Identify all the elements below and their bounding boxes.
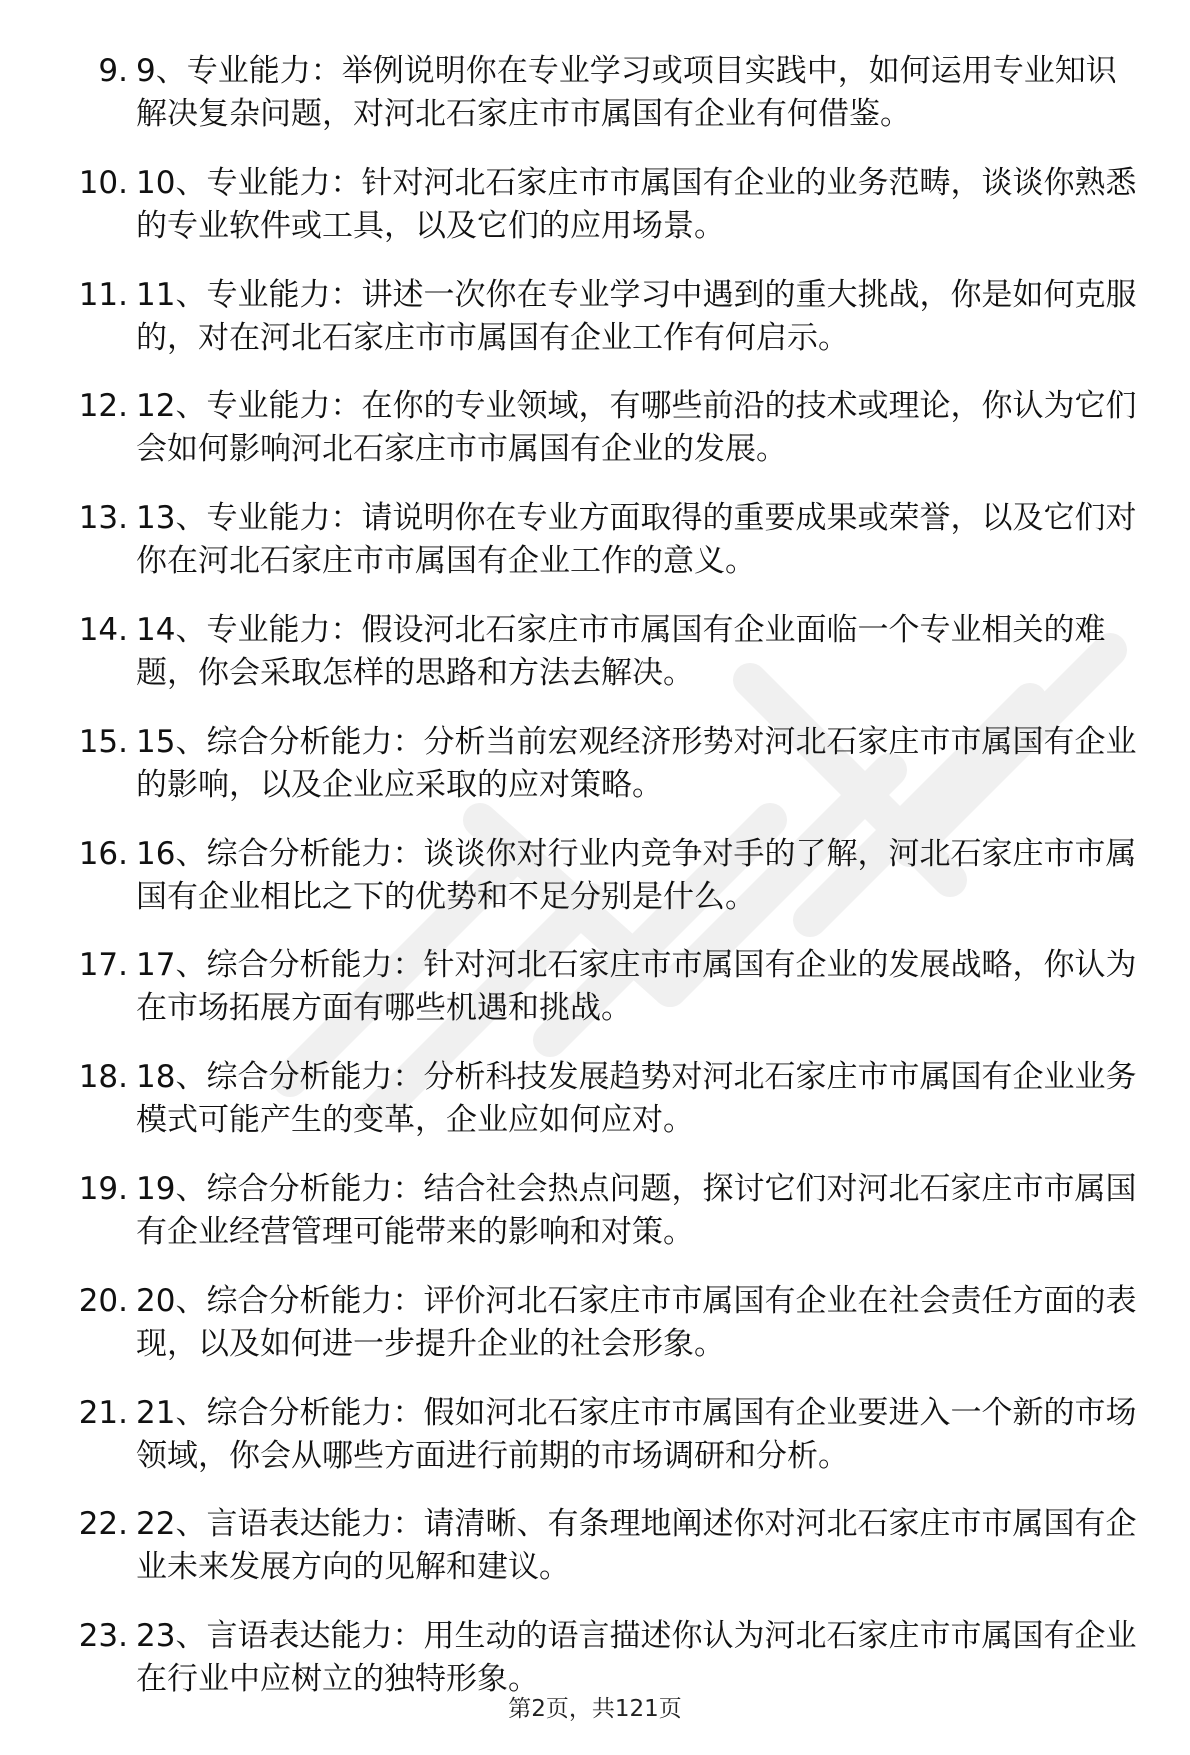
question-number: 18. bbox=[78, 1059, 128, 1096]
question-item bbox=[60, 1168, 1160, 1254]
question-number: 10. bbox=[78, 164, 128, 201]
question-item bbox=[60, 944, 1160, 1030]
question-item bbox=[60, 497, 1160, 583]
question-text: 12、专业能力：在你的专业领域，有哪些前沿的技术或理论，你认为它们会如何影响河北石家庄市市属国有企业的发展。 bbox=[136, 388, 1137, 468]
question-number: 22. bbox=[78, 1506, 128, 1543]
question-item bbox=[60, 1056, 1160, 1142]
question-number: 16. bbox=[78, 835, 128, 872]
question-list bbox=[60, 50, 1160, 1727]
question-text: 14、专业能力：假设河北石家庄市市属国有企业面临一个专业相关的难题，你会采取怎样的思路和方法去解决。 bbox=[136, 611, 1106, 691]
question-text: 21、综合分析能力：假如河北石家庄市市属国有企业要进入一个新的市场领域，你会从哪些方面进行前期的市场调研和分析。 bbox=[136, 1394, 1137, 1474]
question-number: 14. bbox=[78, 611, 128, 648]
page-number-footer: 第2页，共121页 bbox=[508, 1696, 682, 1722]
question-text: 18、综合分析能力：分析科技发展趋势对河北石家庄市市属国有企业业务模式可能产生的变革，企业应如何应对。 bbox=[136, 1059, 1137, 1139]
question-number: 21. bbox=[78, 1394, 128, 1431]
question-item bbox=[60, 50, 1160, 136]
question-text: 17、综合分析能力：针对河北石家庄市市属国有企业的发展战略，你认为在市场拓展方面有哪些机遇和挑战。 bbox=[136, 947, 1137, 1027]
question-text: 13、专业能力：请说明你在专业方面取得的重要成果或荣誉，以及它们对你在河北石家庄市市属国有企业工作的意义。 bbox=[136, 500, 1137, 580]
question-item bbox=[60, 833, 1160, 919]
question-text: 15、综合分析能力：分析当前宏观经济形势对河北石家庄市市属国有企业的影响，以及企业应采取的应对策略。 bbox=[136, 723, 1137, 803]
question-item bbox=[60, 274, 1160, 360]
question-item bbox=[60, 1503, 1160, 1589]
question-text: 20、综合分析能力：评价河北石家庄市市属国有企业在社会责任方面的表现，以及如何进一步提升企业的社会形象。 bbox=[136, 1282, 1137, 1362]
question-number: 19. bbox=[78, 1170, 128, 1207]
question-number: 17. bbox=[78, 947, 128, 984]
question-text: 11、专业能力：讲述一次你在专业学习中遇到的重大挑战，你是如何克服的，对在河北石家庄市市属国有企业工作有何启示。 bbox=[136, 276, 1137, 356]
question-number: 13. bbox=[78, 500, 128, 537]
question-text: 16、综合分析能力：谈谈你对行业内竞争对手的了解，河北石家庄市市属国有企业相比之下的优势和不足分别是什么。 bbox=[136, 835, 1137, 915]
question-text: 10、专业能力：针对河北石家庄市市属国有企业的业务范畴，谈谈你熟悉的专业软件或工具，以及它们的应用场景。 bbox=[136, 164, 1137, 244]
question-text: 22、言语表达能力：请清晰、有条理地阐述你对河北石家庄市市属国有企业未来发展方向的见解和建议。 bbox=[136, 1506, 1137, 1586]
question-number: 11. bbox=[78, 276, 128, 313]
question-number: 12. bbox=[78, 388, 128, 425]
question-item bbox=[60, 1392, 1160, 1478]
question-item bbox=[60, 609, 1160, 695]
question-number: 20. bbox=[78, 1282, 128, 1319]
question-item bbox=[60, 162, 1160, 248]
question-text: 19、综合分析能力：结合社会热点问题，探讨它们对河北石家庄市市属国有企业经营管理可能带来的影响和对策。 bbox=[136, 1170, 1137, 1250]
question-item bbox=[60, 385, 1160, 471]
question-item bbox=[60, 1280, 1160, 1366]
question-text: 23、言语表达能力：用生动的语言描述你认为河北石家庄市市属国有企业在行业中应树立的独特形象。 bbox=[136, 1618, 1137, 1698]
question-number: 15. bbox=[78, 723, 128, 760]
question-number: 9. bbox=[98, 53, 128, 89]
question-item bbox=[60, 721, 1160, 807]
question-item bbox=[60, 1615, 1160, 1701]
question-number: 23. bbox=[78, 1618, 128, 1655]
question-text: 9、专业能力：举例说明你在专业学习或项目实践中，如何运用专业知识解决复杂问题，对河北石家庄市市属国有企业有何借鉴。 bbox=[136, 53, 1117, 132]
